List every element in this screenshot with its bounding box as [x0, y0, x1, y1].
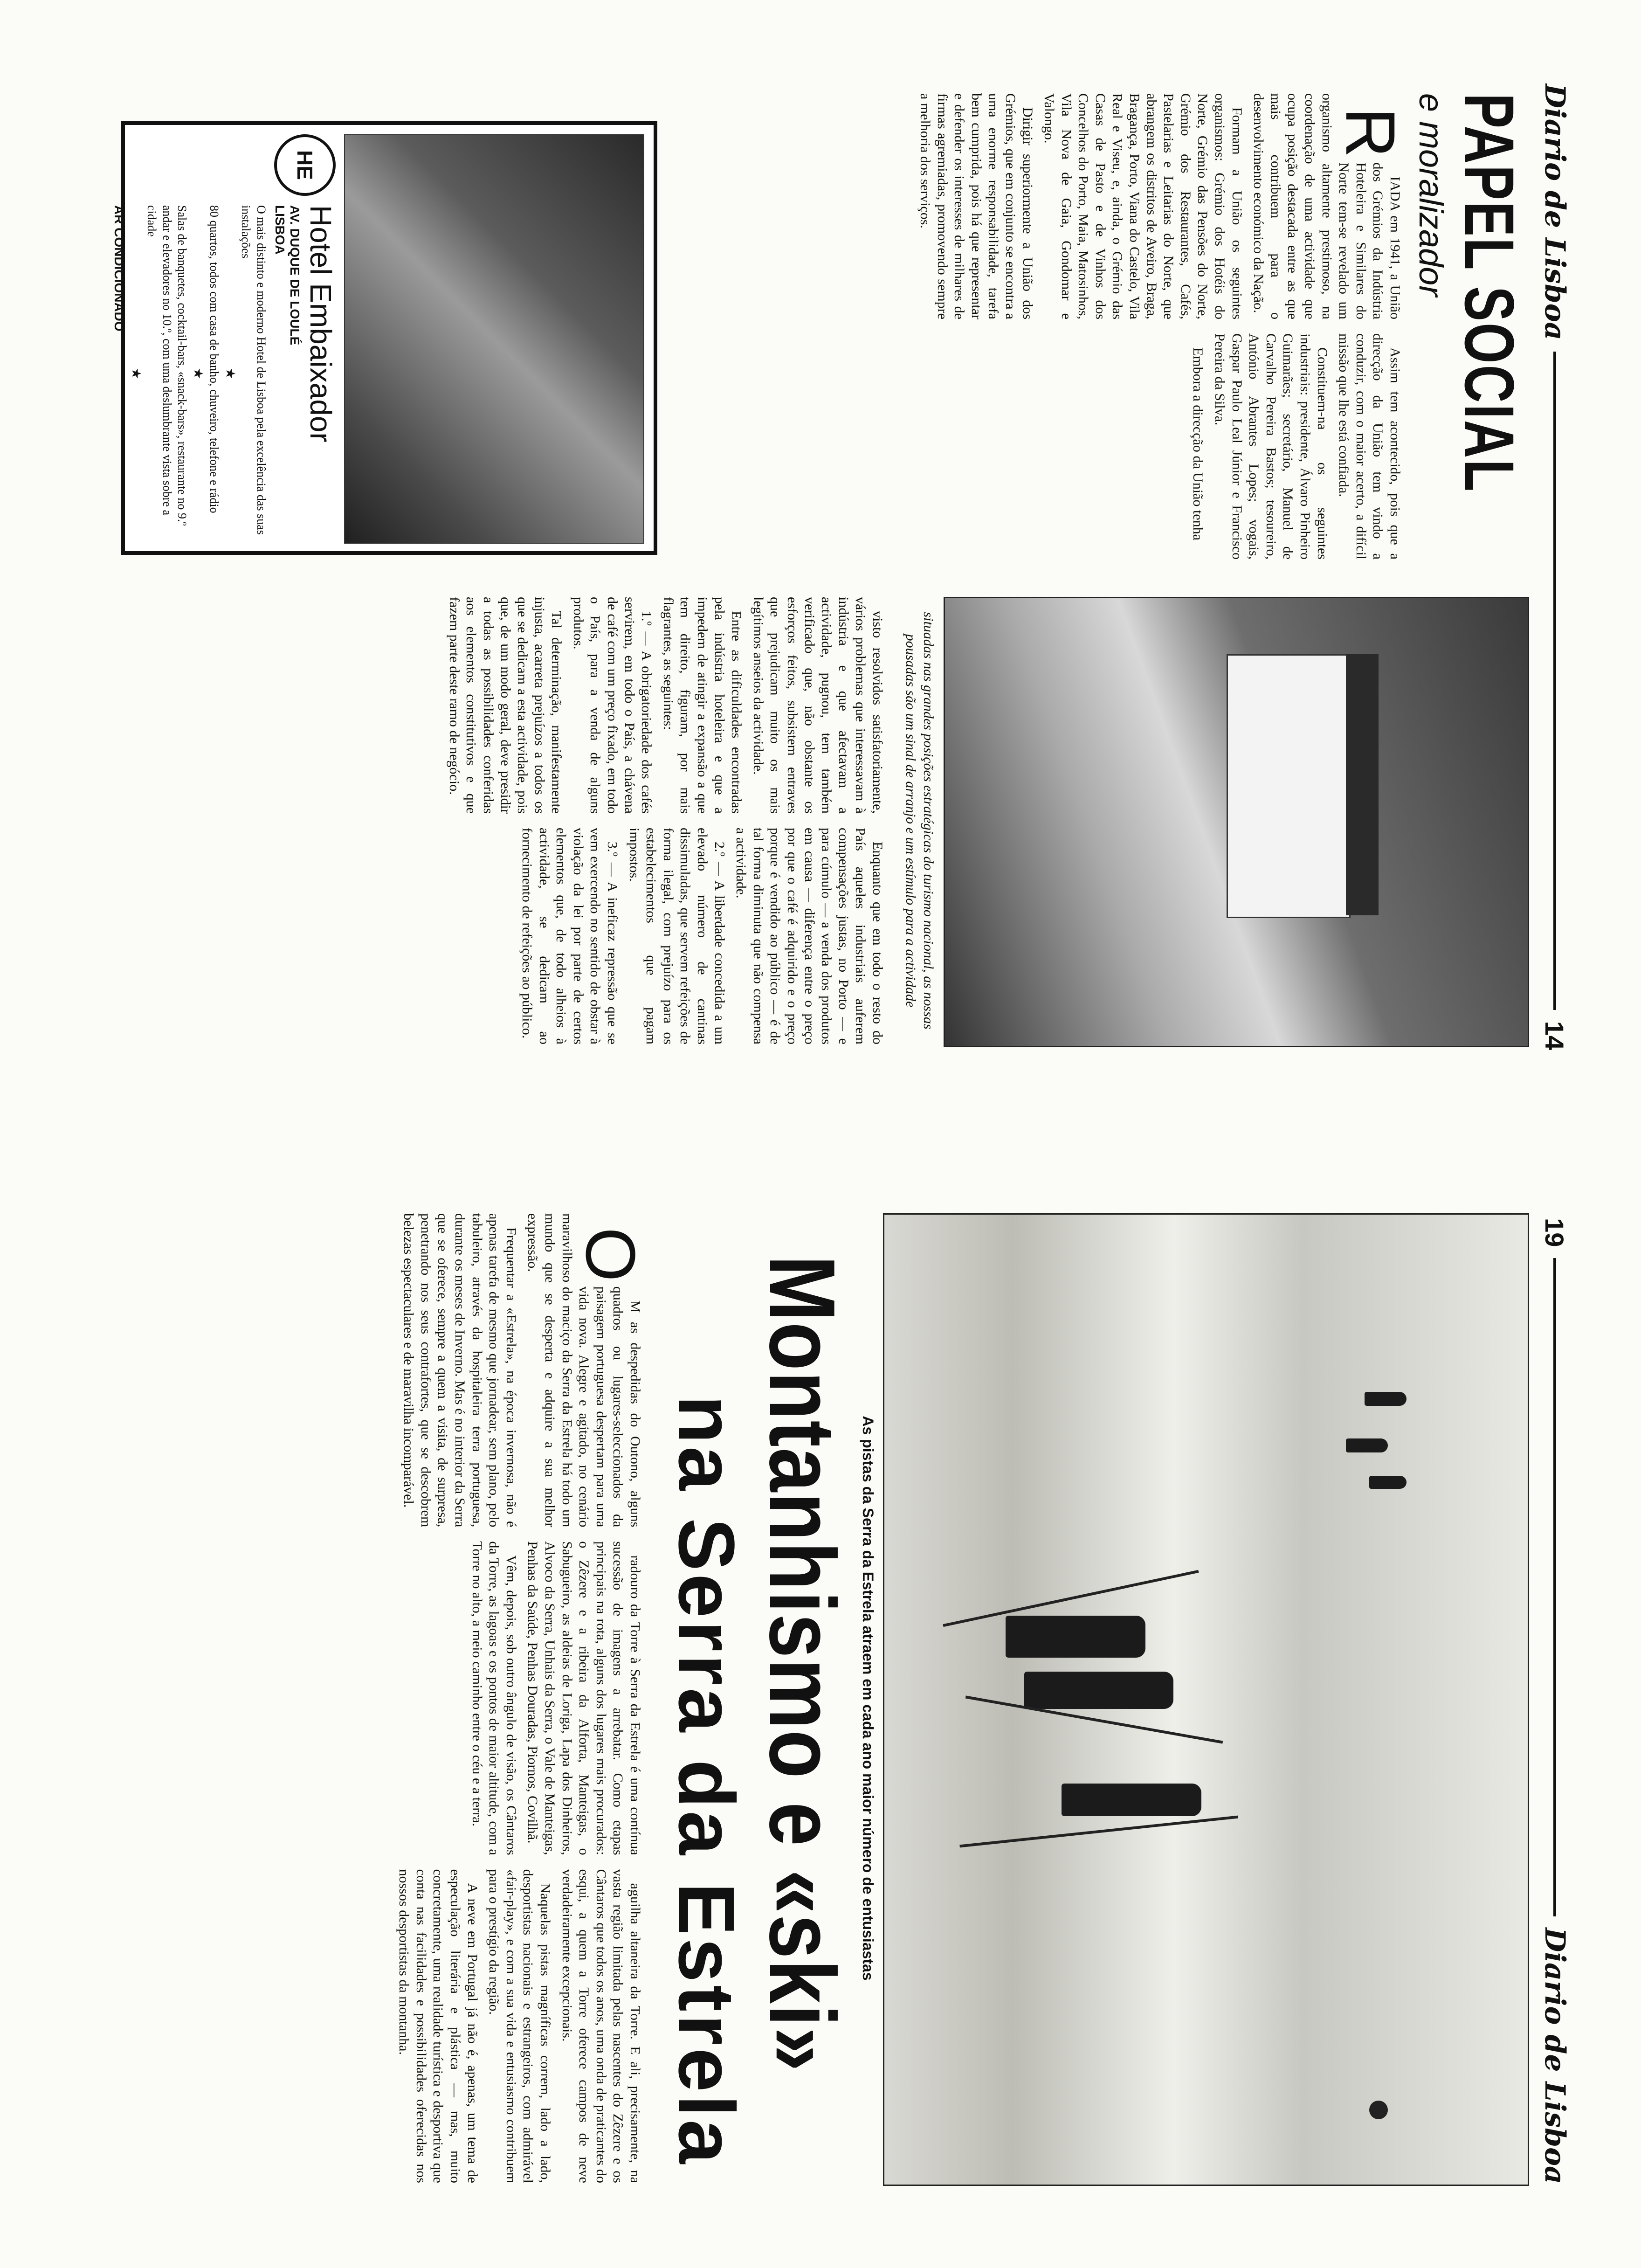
paragraph: 3.º — A ineficaz repressão que se vem exercendo no sentido de obstar à violação da lei por parte de certos elementos que, de todo alheios à actividade, se dedicam ao fornecimento de refeições ao público.	[519, 828, 621, 1044]
ad-text	[109, 205, 336, 542]
paragraph: A neve em Portugal já não é, apenas, um tema de especulação literária e plástica — mas, muito concretamente, uma realidade turística e desportiva que conta nas facilidades e possibilidades oferecidas nos nossos desportistas da montanha.	[396, 1869, 480, 2183]
ad-footer: AR CONDICIONADO	[112, 205, 126, 332]
hotel-address: AV. DUQUE DE LOULÉ	[288, 205, 302, 346]
article-columns	[917, 93, 1410, 560]
photo-caption: As pistas da Serra da Estrela atraem em cada ano maior número de entusiastas	[860, 1416, 876, 1981]
paragraph: aguilha altaneira da Torre. E ali, precisamente, na vasta região limitada pelas nascentes do Zêzere e os Cântaros que todos os anos, uma onda de praticantes do esqui, a quem a Torre oferece campos de neve verdadeiramente excepcionais.	[559, 1869, 643, 2183]
paragraph: Enquanto que em todo o resto do País aqueles industriais auferem compensações justas, no Porto — e para cúmulo — a venda dos produtos em causa — diferença entre o preço por que o café é adquirido e o preço porque é vendido ao público — é de tal forma diminuta que não compensa a actividade.	[733, 828, 885, 1044]
article-columns	[93, 1213, 650, 2183]
paragraph: 2.º — A liberdade concedida a um elevado número de cantinas dissimuladas, que servem refeições de forma ilegal, com prejuízo para os estabelecimentos que pagam impostos.	[626, 828, 727, 1044]
paragraph: visto resolvidos satisfatoriamente, vários problemas que interessavam à indústria e que afectavam a actividade, pugnou, tem também verificado que, não obstante os esforços feitos, subsistem entraves que prejudicam muito os mais legítimos anseios da actividade.	[750, 597, 885, 814]
building-shape	[1227, 654, 1351, 918]
ad-line: Salas de banquetes, cocktail-bars, «snack-bars», restaurante no 9.º andar e elevadores no 10.º, com uma deslumbrante vista sobre a cidade	[145, 205, 189, 526]
hotel-logo-icon: HE	[274, 134, 336, 196]
right-masthead	[1538, 1218, 1571, 2184]
pousada-photo	[944, 597, 1529, 1047]
article-column-3	[93, 597, 886, 814]
roof-shape	[1346, 654, 1379, 915]
ad-line: 80 quartos, todos com casa de banho, chuveiro, telefone e rádio	[207, 205, 221, 513]
ski-pole	[959, 1816, 1238, 1848]
paragraph: Tal determinação, manifestamente injusta, acarreta prejuízos a todos os que se dedicam a esta actividade, pois que, de um modo geral, deve presidir a todas as possibilidades conferidas aos elementos constitutivos e que fazem parte deste ramo de negócio.	[446, 597, 565, 814]
paragraph: Naquelas pistas magníficas correm, lado a lado, desportistas nacionais e estrangeiros, com admirável «fair-play», e com a sua vida e entusiasmo contribuem para o prestígio da região.	[486, 1869, 553, 2183]
article-headline: Montanhismo e «ski»	[750, 1255, 854, 2072]
article-subhead: e moralizador	[1412, 93, 1449, 297]
masthead-rule	[1553, 1258, 1556, 1916]
paragraph: 1.º — A obrigatoriedade dos cafés servirem, em todo o País, a chávena de café com um preço fixado, em todo o País, para a venda de alguns produtos.	[570, 597, 655, 814]
left-masthead	[1538, 84, 1571, 1050]
ski-photo	[883, 1213, 1529, 2186]
article-column-2	[93, 1541, 643, 1855]
paragraph: Dirigir superiormente a União dos Grémios, que em conjunto se encontra a uma enorme responsabilidade, tarefa bem cumprida, pois há que representar e defender os interesses de milhares de firmas agremiadas, promovendo sempre a melhoria dos serviços.	[917, 93, 1035, 319]
skier-figure	[1024, 1672, 1173, 1709]
paragraph: Formam a União os seguintes organismos: Grémio dos Hotéis do Norte, Grémio das Pensões do Norte, Grémio dos Restaurantes, Cafés, Pastelarias e Leitarias do Norte, que abrangem os distritos de Aveiro, Braga, Bragança, Porto, Viana do Castelo, Vila Real e Viseu, e, ainda, o Grémio das Casas de Pasto e de Vinhos dos Concelhos do Porto, Maia, Matosinhos, Vila Nova de Gaia, Gondomar e Valongo.	[1041, 93, 1245, 319]
star-icon: ★	[129, 367, 143, 380]
skier-figure	[1369, 1476, 1407, 1489]
paragraph: Assim tem acontecido, pois que a direcção da União tem vindo a conduzir, com o maior acerto, a difícil missão que lhe está confiada.	[1336, 333, 1403, 560]
skier-figure	[1062, 1784, 1201, 1816]
skier-figure	[1346, 1438, 1388, 1452]
right-page	[0, 1134, 1641, 2268]
article-headline: PAPEL SOCIAL	[1450, 93, 1529, 493]
article-headline-line2: na Serra da Estrela	[662, 1395, 751, 2167]
article-column-4	[93, 828, 886, 1044]
paragraph: Constituem-na os seguintes industriais: presidente, Álvaro Pinheiro Guimarães; secretário, Manuel de Carvalho Pereira Bastos; tesoureiro, António Abrantes Lopes; vogais, Gaspar Paulo Leal Júnior e Francisco Pereira da Silva.	[1212, 333, 1330, 560]
rock-shape	[1369, 2101, 1388, 2119]
ad-body	[109, 134, 336, 542]
paragraph: radouro da Torre à Serra da Estrela é uma contínua sucessão de imagens a arrebatar. Como etapas principais na rota, alguns dos lugares mais procurados: o Zêzere e a ribeira da Alforta, Manteigas, o Sabugueiro, as aldeias de Loriga, Lapa dos Dinheiros, Alvoco da Serra, Unhais da Serra, o Vale de Manteigas, Penhas da Saúde, Penhas Douradas, Piornos, Covilhã.	[525, 1541, 643, 1855]
paragraph: RIADA em 1941, a União dos Grémios da Indústria Hoteleira e Similares do Norte tem-se revelado um organismo altamente prestimoso, na coordenação de uma actividade que ocupa posição destacada entre as que mais contribuem para o desenvolvimento económico da Nação.	[1251, 93, 1410, 319]
page-number: 14	[1540, 1021, 1570, 1050]
article-columns-right	[93, 597, 886, 1044]
paragraph: Frequentar a «Estrela», na época invernosa, não é apenas tarefa de mesmo que jornadear, sem plano, pelo tabuleiro, através da hospitaleira terra portuguesa, durante os meses de Inverno. Mas é no interior da Serra que se oferece, sempre a quem a visita, de surpresa, penetrando nos seus contrafortes, que se descobrem belezas espectaculares e de maravilha incomparável.	[401, 1213, 519, 1528]
ad-line: O mais distinto e moderno Hotel de Lisboa pela excelência das suas instalações	[239, 205, 268, 535]
skier-figure	[1365, 1392, 1407, 1406]
paragraph: Entre as dificuldades encontradas pela indústria hoteleira e que a impedem de atingir a expansão a que tem direito, figuram, por mais flagrantes, as seguintes:	[660, 597, 745, 814]
paragraph: Vêm, depois, sob outro ângulo de visão, os Cântaros da Torre, as lagoas e os pontos de maior altitude, com a Torre no alto, a meio caminho entre o céu e a terra.	[469, 1541, 519, 1855]
article-column-1	[917, 93, 1410, 319]
hotel-advertisement	[112, 121, 657, 555]
skier-figure	[1006, 1616, 1145, 1658]
masthead-title: Diario de Lisboa	[1538, 1928, 1571, 2184]
article-column-3	[93, 1869, 643, 2183]
photo-caption: situadas nas grandes posições estratégicas do turismo nacional, as nossas pousadas são um sinal de arranjo e um estímulo para a actividade	[903, 612, 936, 1030]
page-number: 19	[1540, 1218, 1570, 1247]
masthead-rule	[1553, 352, 1556, 1010]
paragraph: Embora a direcção da União tenha	[1190, 347, 1206, 540]
ad-lines	[111, 205, 269, 542]
star-icon: ★	[191, 367, 206, 380]
masthead-title: Diario de Lisboa	[1538, 84, 1571, 340]
star-icon: ★	[223, 367, 237, 380]
article-column-1	[93, 1213, 650, 1528]
hotel-photo	[344, 134, 644, 544]
paragraph: OM as despedidas do Outono, alguns quadros ou lugares-seleccionados da paisagem portuguesa despertam para uma vida nova. Alegre e agitado, no cenário maravilhoso do maciço da Serra da Estrela há todo um mundo que se desperta e adquire a sua melhor expressão.	[525, 1213, 650, 1528]
hotel-city: LISBOA	[273, 205, 287, 255]
hotel-name: Hotel Embaixador	[304, 205, 338, 443]
article-column-2	[937, 333, 1403, 560]
